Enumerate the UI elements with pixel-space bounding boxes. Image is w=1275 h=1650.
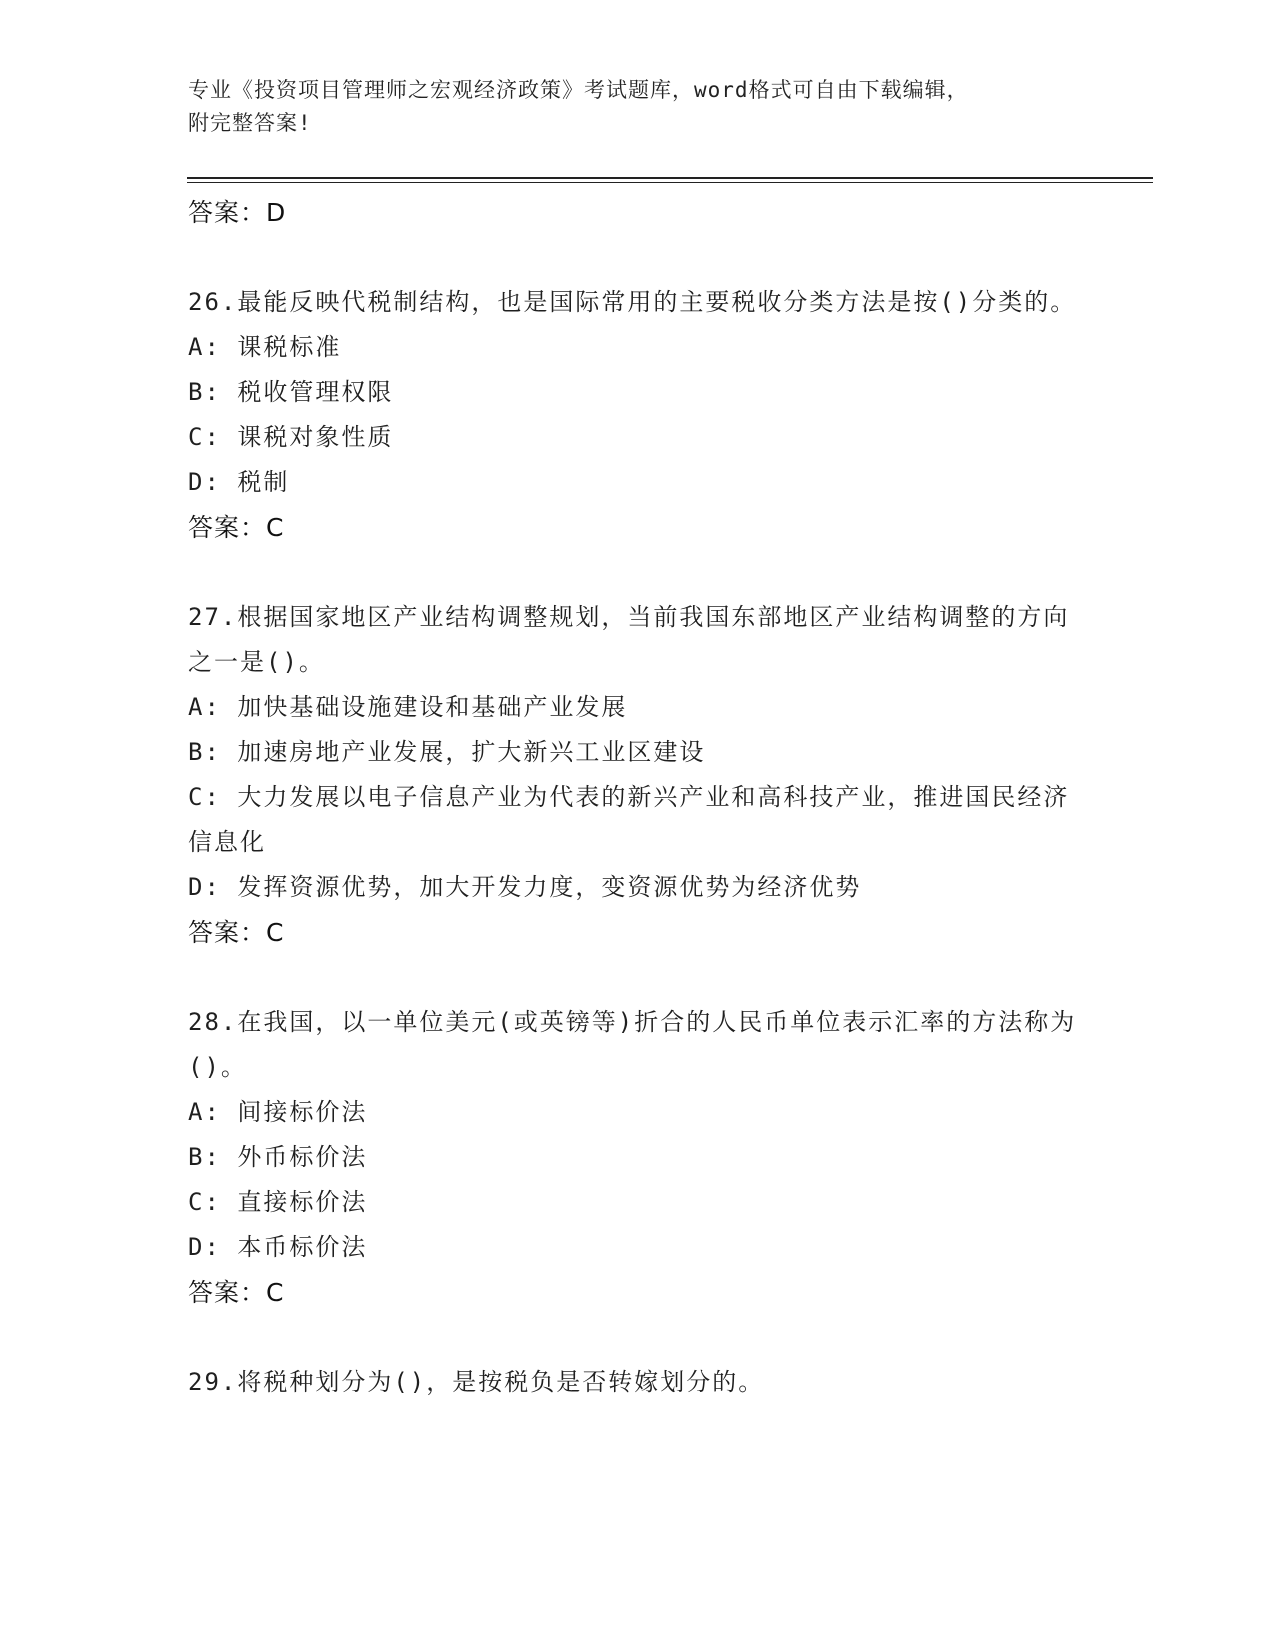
option-d: [188, 460, 1088, 505]
option-key: C:: [188, 423, 221, 451]
answer-line: 答案：C: [188, 918, 285, 947]
option-key: C:: [188, 1188, 221, 1216]
option-key: D:: [188, 468, 221, 496]
question-block: [188, 1360, 1088, 1405]
question-block: [188, 595, 1088, 956]
header-rule-thin: [187, 182, 1153, 183]
option-a: [188, 685, 1088, 730]
option-d: [188, 1225, 1088, 1270]
option-text: 税制: [237, 468, 290, 496]
question-block: [188, 1000, 1088, 1316]
option-b: [188, 730, 1088, 775]
question-list: [188, 190, 1088, 1405]
option-a: [188, 1090, 1088, 1135]
answer-line: 答案：C: [188, 513, 285, 542]
option-text: 直接标价法: [237, 1188, 368, 1216]
option-text: 课税对象性质: [237, 423, 394, 451]
page-header: [188, 74, 1068, 140]
option-a: [188, 325, 1088, 370]
option-text: 间接标价法: [237, 1098, 368, 1126]
option-key: D:: [188, 873, 221, 901]
question-text: 26.最能反映代税制结构，也是国际常用的主要税收分类方法是按()分类的。: [188, 288, 1077, 316]
answer-line: 答案：C: [188, 1278, 285, 1307]
option-text: 大力发展以电子信息产业为代表的新兴产业和高科技产业，推进国民经济信息化: [188, 783, 1070, 856]
option-b: [188, 1135, 1088, 1180]
option-key: D:: [188, 1233, 221, 1261]
question-text: 28.在我国，以一单位美元(或英镑等)折合的人民币单位表示汇率的方法称为()。: [188, 1008, 1077, 1081]
question-block: [188, 280, 1088, 551]
option-key: B:: [188, 738, 221, 766]
option-b: [188, 370, 1088, 415]
question-text: 29.将税种划分为()，是按税负是否转嫁划分的。: [188, 1368, 765, 1396]
option-d: [188, 865, 1088, 910]
option-key: A:: [188, 693, 221, 721]
option-key: B:: [188, 378, 221, 406]
option-key: A:: [188, 1098, 221, 1126]
answer-line: 答案：D: [188, 198, 287, 227]
header-rule-thick: [187, 177, 1153, 179]
option-text: 发挥资源优势，加大开发力度，变资源优势为经济优势: [237, 873, 862, 901]
option-key: C:: [188, 783, 221, 811]
option-c: [188, 1180, 1088, 1225]
option-text: 课税标准: [237, 333, 342, 361]
question-text: 27.根据国家地区产业结构调整规划，当前我国东部地区产业结构调整的方向之一是()。: [188, 603, 1070, 676]
option-c: [188, 415, 1088, 460]
header-line-1: 专业《投资项目管理师之宏观经济政策》考试题库，word格式可自由下载编辑，: [188, 78, 969, 102]
option-key: B:: [188, 1143, 221, 1171]
option-text: 加快基础设施建设和基础产业发展: [237, 693, 628, 721]
option-key: A:: [188, 333, 221, 361]
option-text: 本币标价法: [237, 1233, 368, 1261]
option-text: 加速房地产业发展，扩大新兴工业区建设: [237, 738, 706, 766]
option-text: 外币标价法: [237, 1143, 368, 1171]
option-text: 税收管理权限: [237, 378, 394, 406]
option-c: [188, 775, 1088, 865]
header-line-2: 附完整答案!: [188, 111, 312, 135]
